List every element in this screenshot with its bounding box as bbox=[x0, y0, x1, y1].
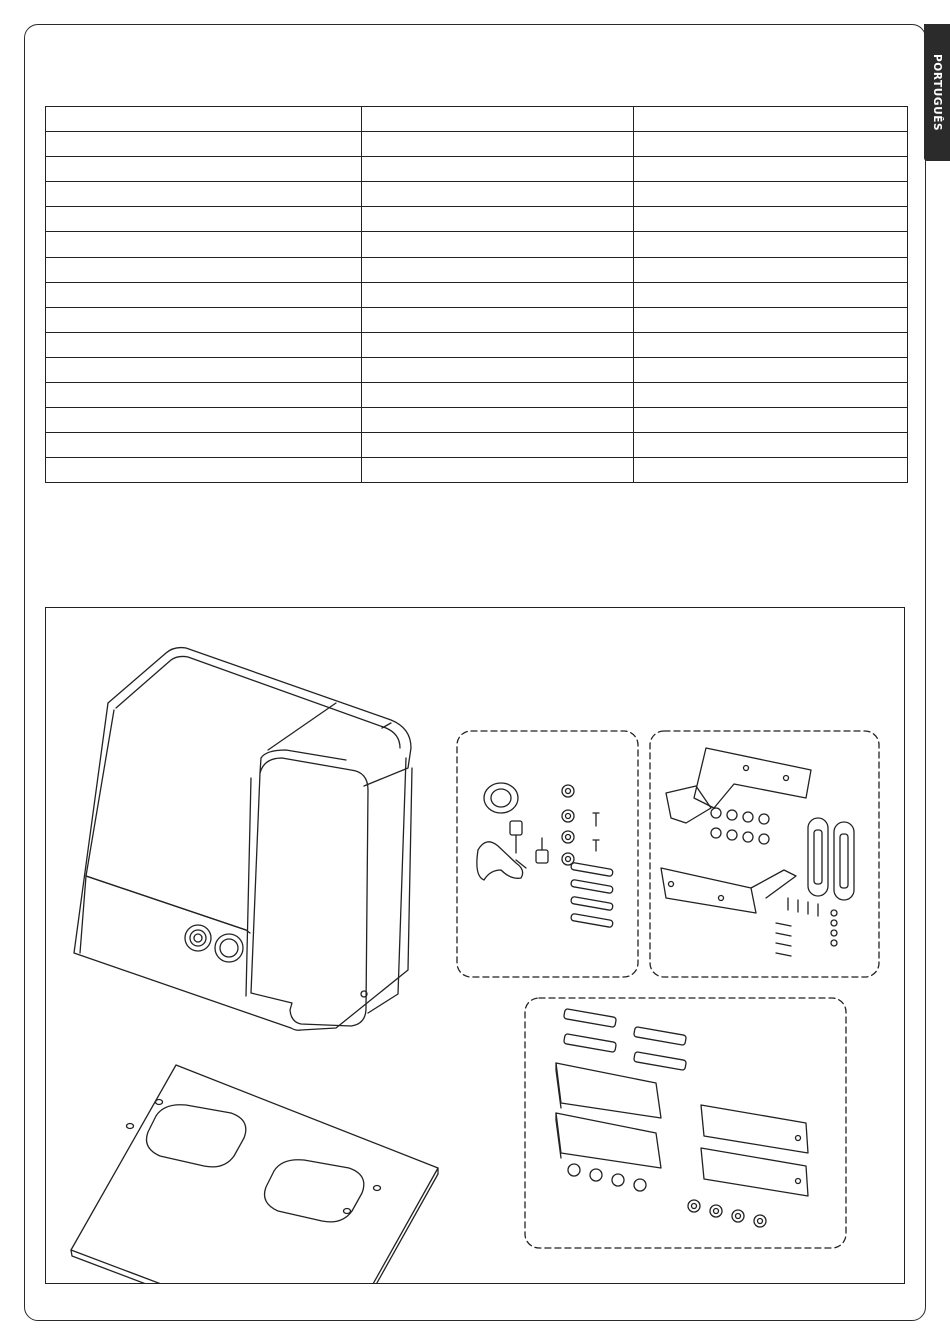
spec-table-cell bbox=[46, 458, 362, 483]
spec-table-row bbox=[46, 383, 908, 408]
spec-table-cell bbox=[634, 332, 908, 357]
spec-table-row bbox=[46, 458, 908, 483]
spec-table-row bbox=[46, 307, 908, 332]
spec-table-row bbox=[46, 132, 908, 157]
spec-table-row bbox=[46, 332, 908, 357]
spec-table-cell bbox=[46, 232, 362, 257]
spec-table-cell bbox=[46, 107, 362, 132]
spec-table-cell bbox=[362, 307, 634, 332]
spec-table-row bbox=[46, 107, 908, 132]
spec-table-cell bbox=[362, 282, 634, 307]
spec-table-cell bbox=[46, 408, 362, 433]
base-plate-icon bbox=[71, 1065, 438, 1283]
spec-table-cell bbox=[362, 257, 634, 282]
package-contents-figure bbox=[45, 607, 905, 1284]
language-tab-label: PORTUGUÊS bbox=[931, 53, 943, 132]
spec-table-cell bbox=[362, 357, 634, 382]
spec-table-cell bbox=[362, 132, 634, 157]
spec-table-cell bbox=[362, 182, 634, 207]
spec-table-cell bbox=[46, 307, 362, 332]
spec-table-cell bbox=[634, 207, 908, 232]
spec-table-cell bbox=[634, 257, 908, 282]
spec-table-cell bbox=[46, 433, 362, 458]
spec-table-cell bbox=[46, 332, 362, 357]
spec-table-cell bbox=[634, 357, 908, 382]
spec-table-cell bbox=[362, 383, 634, 408]
limit-switch-bracket-kit-icon bbox=[650, 731, 879, 977]
spec-table-cell bbox=[362, 408, 634, 433]
spec-table-cell bbox=[362, 332, 634, 357]
spec-table-cell bbox=[634, 307, 908, 332]
spec-table-row bbox=[46, 182, 908, 207]
spec-table-cell bbox=[634, 383, 908, 408]
spec-table-cell bbox=[46, 357, 362, 382]
spec-table-cell bbox=[634, 433, 908, 458]
spec-table-cell bbox=[46, 157, 362, 182]
spec-table-cell bbox=[46, 282, 362, 307]
spec-table-row bbox=[46, 408, 908, 433]
spec-table-cell bbox=[362, 232, 634, 257]
spec-table-row bbox=[46, 257, 908, 282]
spec-table-cell bbox=[362, 433, 634, 458]
spec-table-cell bbox=[362, 458, 634, 483]
spec-table-cell bbox=[46, 207, 362, 232]
spec-table-cell bbox=[46, 132, 362, 157]
spec-table-cell bbox=[362, 107, 634, 132]
spec-table-cell bbox=[634, 107, 908, 132]
spec-table-row bbox=[46, 232, 908, 257]
spec-table bbox=[45, 106, 908, 483]
release-key-kit-icon bbox=[457, 731, 638, 977]
spec-table-cell bbox=[362, 157, 634, 182]
spec-table-cell bbox=[634, 408, 908, 433]
spec-table-cell bbox=[46, 383, 362, 408]
anchor-bolt-kit-icon bbox=[525, 998, 846, 1248]
spec-table-cell bbox=[634, 157, 908, 182]
motor-unit-icon bbox=[74, 648, 412, 1031]
spec-table-row bbox=[46, 207, 908, 232]
spec-table-cell bbox=[634, 232, 908, 257]
spec-table-cell bbox=[362, 207, 634, 232]
spec-table-cell bbox=[634, 458, 908, 483]
spec-table-cell bbox=[634, 182, 908, 207]
spec-table-row bbox=[46, 357, 908, 382]
language-tab[interactable] bbox=[924, 24, 950, 161]
spec-table-cell bbox=[634, 282, 908, 307]
spec-table-cell bbox=[46, 257, 362, 282]
spec-table-row bbox=[46, 282, 908, 307]
spec-table-row bbox=[46, 157, 908, 182]
spec-table-row bbox=[46, 433, 908, 458]
spec-table-cell bbox=[634, 132, 908, 157]
spec-table-cell bbox=[46, 182, 362, 207]
